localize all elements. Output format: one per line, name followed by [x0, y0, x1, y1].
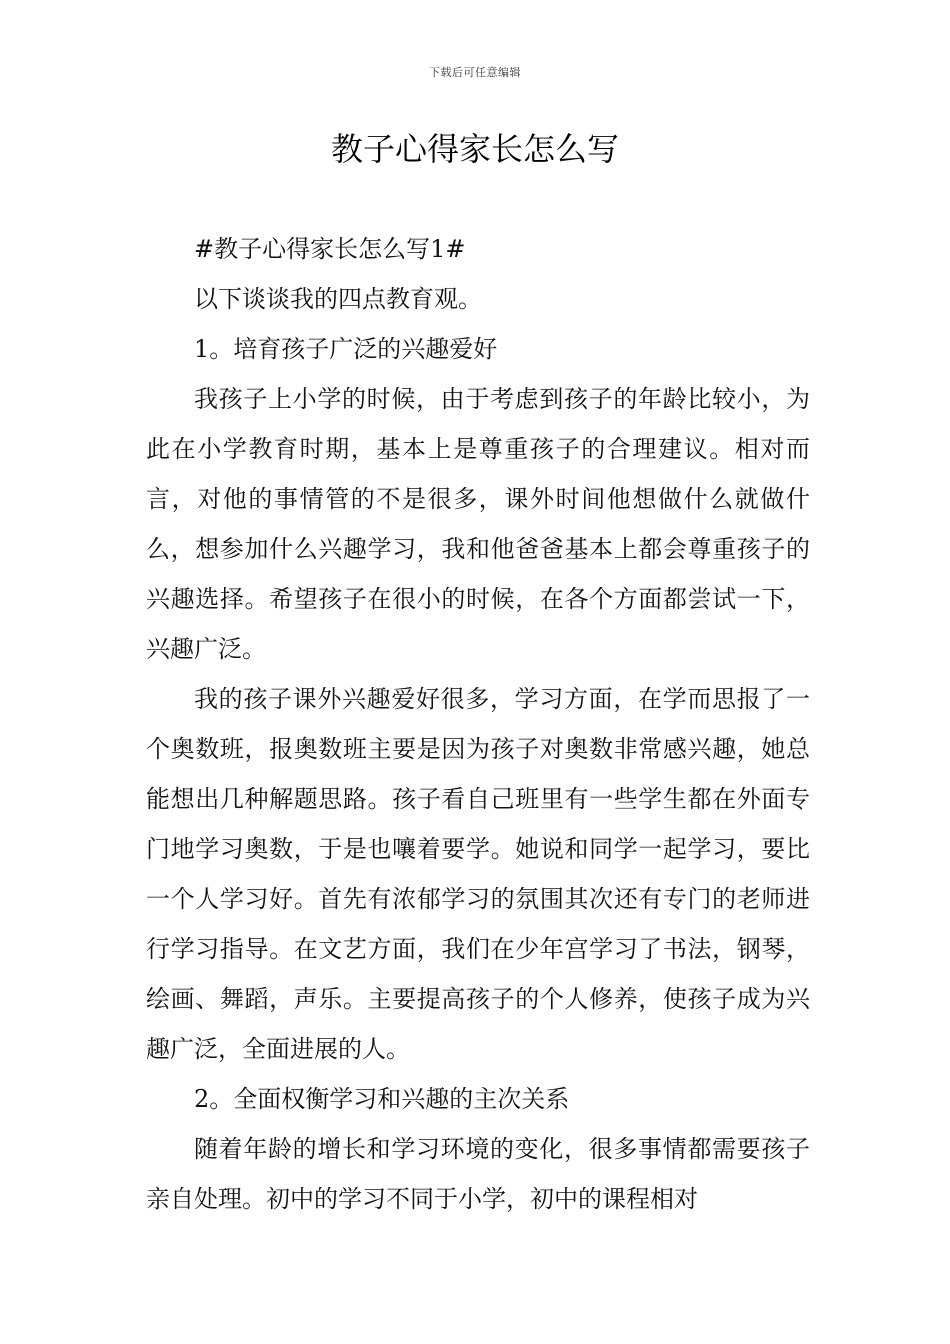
point-heading-2: 2。全面权衡学习和兴趣的主次关系 [194, 1085, 570, 1113]
body-paragraph: 随着年龄的增长和学习环境的变化，很多事情都需要孩子亲自处理。初中的学习不同于小学，初中的课程相对 [146, 1135, 810, 1213]
intro-paragraph: 以下谈谈我的四点教育观。 [194, 285, 482, 313]
document-title: 教子心得家长怎么写 [330, 130, 619, 168]
page-header-note: 下载后可任意编辑 [429, 66, 521, 79]
body-paragraph: 我孩子上小学的时候，由于考虑到孩子的年龄比较小，为此在小学教育时期，基本上是尊重孩子的合理建议。相对而言，对他的事情管的不是很多，课外时间他想做什么就做什么，想参加什么兴趣学习，我和他爸爸基本上都会尊重孩子的兴趣选择。希望孩子在很小的时候，在各个方面都尝试一下，兴趣广泛。 [146, 385, 810, 663]
document-body [146, 224, 810, 1224]
body-paragraph: 我的孩子课外兴趣爱好很多，学习方面，在学而思报了一个奥数班，报奥数班主要是因为孩子对奥数非常感兴趣，她总能想出几种解题思路。孩子看自己班里有一些学生都在外面专门地学习奥数，于是也嚷着要学。她说和同学一起学习，要比一个人学习好。首先有浓郁学习的氛围其次还有专门的老师进行学习指导。在文艺方面，我们在少年宫学习了书法，钢琴，绘画、舞蹈，声乐。主要提高孩子的个人修养，使孩子成为兴趣广泛，全面进展的人。 [146, 685, 810, 1063]
section-heading-1: #教子心得家长怎么写1# [194, 235, 466, 263]
point-heading-1: 1。培育孩子广泛的兴趣爱好 [194, 335, 498, 363]
